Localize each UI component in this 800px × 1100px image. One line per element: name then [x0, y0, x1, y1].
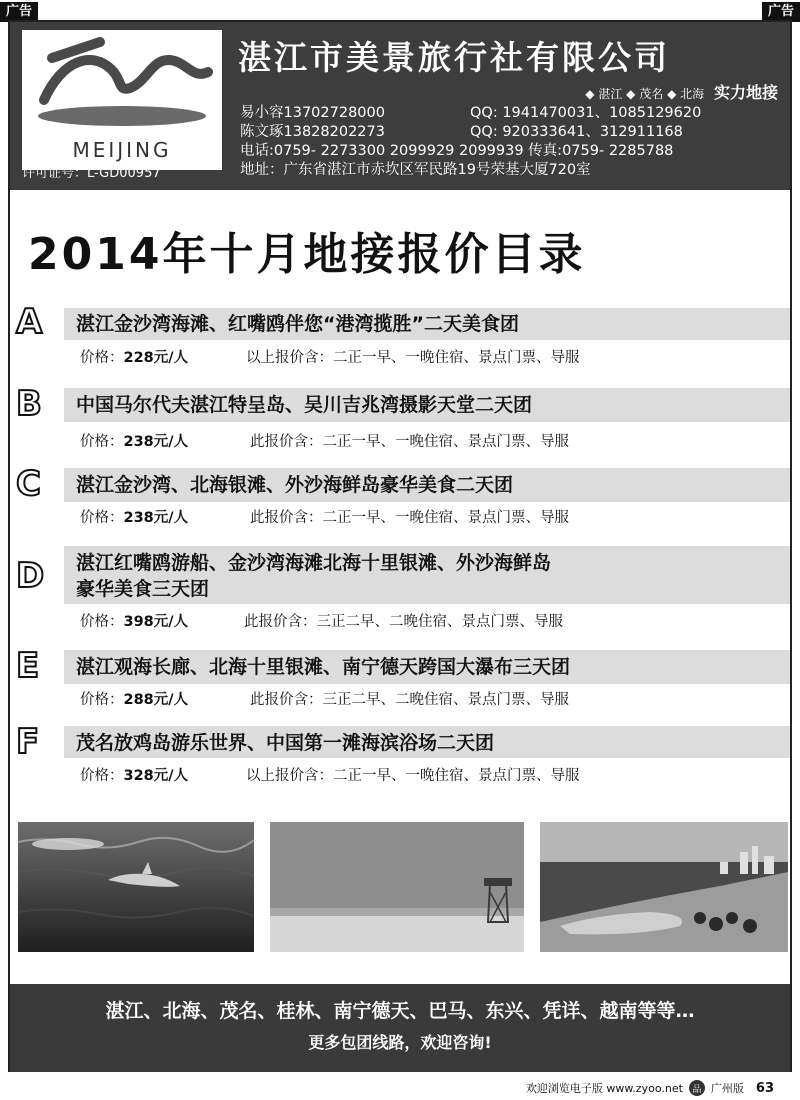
- price-value: 238元/人: [123, 510, 189, 526]
- tour-item-a: [10, 302, 790, 368]
- tour-includes: 此报价含：三正二早、二晚住宿、景点门票、导服: [244, 614, 563, 630]
- tour-name: 湛江金沙湾、北海银滩、外沙海鲜岛豪华美食二天团: [76, 474, 514, 496]
- diamond-icon: ◆: [667, 87, 677, 101]
- diamond-icon: ◆: [626, 87, 636, 101]
- price-label: 价格：: [80, 434, 124, 450]
- price-label: 价格：: [80, 614, 124, 630]
- edition-badge-icon: 品: [689, 1080, 705, 1096]
- tour-price: [80, 764, 188, 785]
- page-number: 63: [755, 1080, 774, 1096]
- tour-item-c: [10, 464, 790, 530]
- tour-price: [80, 346, 188, 367]
- edition-label: 广州版: [710, 1082, 744, 1095]
- phone-fax: 电话:0759- 2273300 2099929 2099939 传真:0759- 2285788: [240, 143, 674, 159]
- contact-1-qq: QQ: 1941470031、1085129620: [470, 105, 702, 121]
- destination-list: 湛江、北海、茂名、桂林、南宁德天、巴马、东兴、凭详、越南等等…: [105, 1000, 695, 1022]
- consult-invite: 更多包团线路，欢迎咨询!: [308, 1033, 492, 1052]
- beach-tower-photo: [270, 822, 524, 952]
- tour-price: [80, 430, 188, 451]
- ad-label-right: 广告: [762, 2, 800, 22]
- license-number: 许可证号：L-GD00957: [22, 166, 161, 181]
- ad-label-left: 广告: [0, 2, 38, 22]
- tour-name-line-2: 豪华美食三天团: [76, 578, 210, 600]
- tour-item-d: [10, 546, 790, 636]
- tour-letter: D: [16, 556, 45, 596]
- welcome-link[interactable]: 欢迎浏览电子版 www.zyoo.net: [525, 1082, 683, 1095]
- tour-includes: 此报价含：二正一早、一晚住宿、景点门票、导服: [250, 510, 569, 526]
- price-value: 398元/人: [123, 614, 189, 630]
- tour-includes: 以上报价含：二正一早、一晚住宿、景点门票、导服: [246, 350, 580, 366]
- tour-item-e: [10, 646, 790, 712]
- tour-item-b: [10, 384, 790, 450]
- price-label: 价格：: [80, 510, 124, 526]
- tour-letter: E: [16, 646, 40, 686]
- diamond-icon: ◆: [585, 87, 595, 101]
- logo-swoosh-icon: [22, 30, 222, 140]
- price-value: 228元/人: [123, 350, 189, 366]
- dolphin-photo: [18, 822, 254, 952]
- coastline-city-photo: [540, 822, 788, 952]
- price-label: 价格：: [80, 692, 124, 708]
- tour-price: [80, 688, 188, 709]
- price-value: 328元/人: [123, 768, 189, 784]
- tour-includes: 此报价含：二正一早、一晚住宿、景点门票、导服: [250, 434, 569, 450]
- tour-name: 中国马尔代夫湛江特呈岛、吴川吉兆湾摄影天堂二天团: [76, 394, 533, 416]
- page-footer: [526, 1080, 774, 1096]
- tour-name: 茂名放鸡岛游乐世界、中国第一滩海滨浴场二天团: [76, 732, 495, 754]
- address: 地址：广东省湛江市赤坎区军民路19号荣基大厦720室: [240, 162, 591, 178]
- tour-includes: 此报价含：三正二早、二晚住宿、景点门票、导服: [250, 692, 569, 708]
- destinations-banner: [10, 984, 790, 1072]
- branch-maoming: 茂名: [639, 87, 664, 101]
- tour-letter: C: [16, 464, 41, 504]
- logo-text: MEIJING: [72, 138, 172, 162]
- price-label: 价格：: [80, 768, 124, 784]
- contact-2-qq: QQ: 920333641、312911168: [470, 124, 683, 140]
- branch-list: [585, 80, 778, 103]
- tour-letter: B: [16, 384, 42, 424]
- tour-price: [80, 506, 188, 527]
- tour-letter: A: [16, 302, 43, 342]
- branch-zhanjiang: 湛江: [598, 87, 623, 101]
- price-value: 238元/人: [123, 434, 189, 450]
- slogan: 实力地接: [713, 83, 778, 102]
- tour-name: 湛江金沙湾海滩、红嘴鸥伴您“港湾揽胜”二天美食团: [76, 313, 519, 335]
- advertisement-frame: [8, 20, 792, 1072]
- tour-name-line-1: 湛江红嘴鸥游船、金沙湾海滩北海十里银滩、外沙海鲜岛: [76, 552, 552, 574]
- branch-beihai: 北海: [680, 87, 705, 101]
- contact-2-name: 陈文琢13828202273: [240, 124, 385, 140]
- price-label: 价格：: [80, 350, 124, 366]
- photo-strip: [10, 822, 790, 958]
- tour-name: 湛江观海长廊、北海十里银滩、南宁德天跨国大瀑布三天团: [76, 656, 571, 678]
- tour-price: [80, 610, 188, 631]
- page-title: 2014年十月地接报价目录: [28, 229, 586, 280]
- company-name: 湛江市美景旅行社有限公司: [238, 38, 670, 77]
- price-value: 288元/人: [123, 692, 189, 708]
- company-logo: [22, 30, 222, 170]
- tour-item-f: [10, 722, 790, 788]
- tour-letter: F: [16, 722, 40, 762]
- company-header: [10, 22, 790, 190]
- tour-includes: 以上报价含：二正一早、一晚住宿、景点门票、导服: [246, 768, 580, 784]
- contact-1-name: 易小容13702728000: [240, 105, 385, 121]
